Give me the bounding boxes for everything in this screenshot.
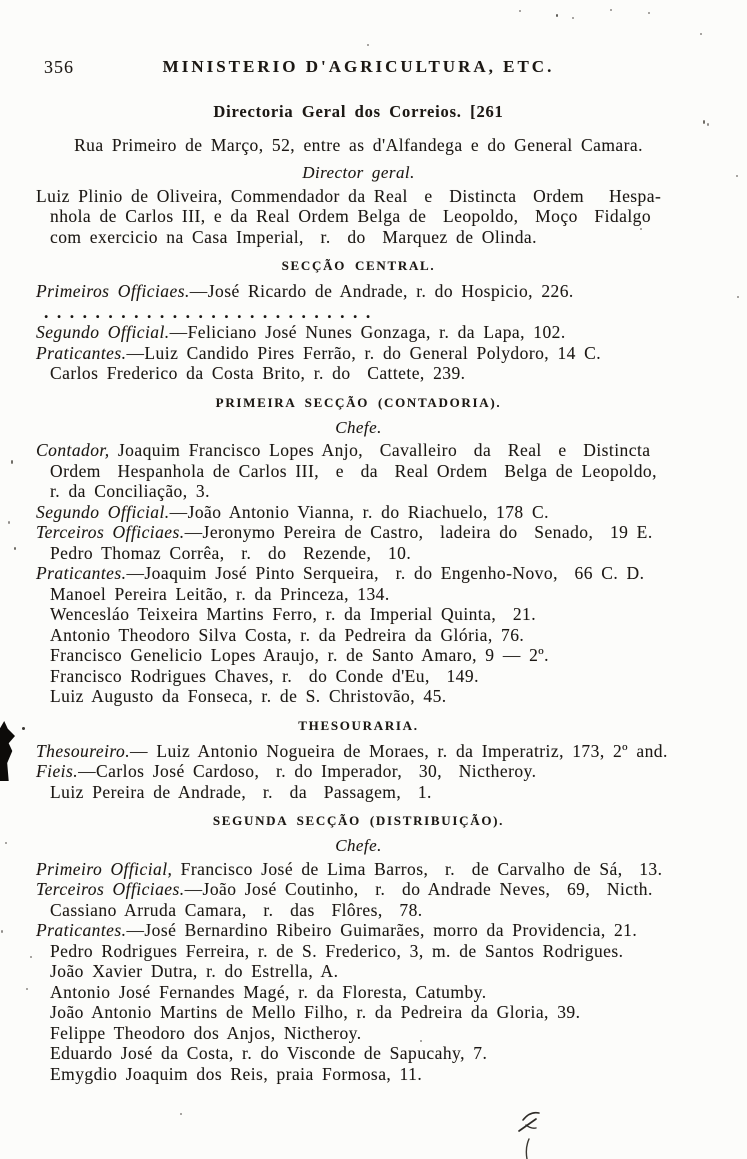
line-text: SEGUNDA SECÇÃO (DISTRIBUIÇÃO). [212, 813, 505, 828]
line-text: Director geral. [302, 163, 415, 182]
line-text: Francisco José de Lima Barros, r. de Carvalho de Sá, 13. [172, 858, 663, 879]
section-heading [36, 258, 681, 273]
line-text: Rua Primeiro de Março, 52, entre as d'Alfandega e do General Camara. [74, 134, 643, 155]
line-text: Luiz Plinio de Oliveira, Commendador da Real e Distincta Ordem Hespa- [36, 185, 662, 206]
italic-label: Thesoureiro. [36, 740, 131, 761]
italic-label: Primeiro Official, [36, 858, 173, 879]
paper-speck [736, 175, 738, 177]
italic-label: Terceiros Officiaes. [36, 522, 185, 542]
entry-line [36, 363, 707, 384]
entry-line [36, 782, 707, 803]
line-text: Pedro Thomaz Corrêa, r. do Rezende, 10. [50, 542, 412, 563]
italic-label: Segundo Official. [36, 322, 170, 342]
paper-speck [572, 17, 574, 19]
entry-line [36, 625, 707, 646]
italic-label: Fieis. [36, 761, 79, 781]
line-text: Directoria Geral dos Correios. [261 [213, 102, 504, 121]
entry-line [36, 1002, 707, 1023]
italic-label: Contador, [36, 440, 110, 460]
entry-line [36, 666, 707, 687]
entry-line [36, 186, 707, 207]
paper-speck [14, 547, 16, 550]
address-line [36, 135, 681, 156]
line-text: Chefe. [335, 836, 382, 855]
line-text: nhola de Carlos III, e da Real Ordem Belga de Leopoldo, Moço Fidalgo [50, 206, 652, 226]
entry-line [36, 961, 707, 982]
line-text: Felippe Theodoro dos Anjos, Nictheroy. [50, 1022, 362, 1043]
italic-label: Terceiros Officiaes. [36, 879, 185, 899]
entry-line [36, 920, 707, 941]
entry-line [36, 941, 707, 962]
line-text: Pedro Rodrigues Ferreira, r. de S. Frederico, 3, m. de Santos Rodrigues. [50, 940, 624, 961]
document-lines [0, 102, 747, 1084]
paper-speck [703, 120, 705, 124]
line-text: Antonio José Fernandes Magé, r. da Floresta, Catumby. [50, 981, 487, 1002]
line-text: Francisco Genelicio Lopes Araujo, r. de Santo Amaro, 9 — 2º. [50, 645, 550, 665]
entry-line [36, 322, 707, 343]
italic-label: Praticantes. [36, 342, 127, 363]
paper-speck [30, 956, 32, 958]
entry-line [36, 440, 707, 461]
role-heading [36, 418, 681, 439]
line-text: Chefe. [335, 417, 382, 437]
line-text: Luiz Pereira de Andrade, r. da Passagem, 1. [50, 781, 432, 802]
line-text: com exercicio na Casa Imperial, r. do Marquez de Olinda. [50, 226, 537, 247]
entry-line [36, 879, 707, 900]
paper-speck [610, 9, 612, 11]
entry-line [36, 584, 707, 605]
entry-line [36, 645, 707, 666]
entry-line [36, 1023, 707, 1044]
page-number: 356 [44, 57, 74, 77]
paper-speck [8, 521, 10, 524]
line-text: —João Antonio Vianna, r. do Riachuelo, 178 C. [169, 501, 549, 522]
pen-scribble [495, 1098, 575, 1159]
line-text: —José Ricardo de Andrade, r. do Hospicio, 226. [189, 281, 574, 301]
line-text: —Joaquim José Pinto Serqueira, r. do Engenho-Novo, 66 C. D. [126, 563, 645, 583]
entry-line [36, 1064, 707, 1085]
line-text: Wencesláo Teixeira Martins Ferro, r. da Imperial Quinta, 21. [50, 604, 537, 624]
section-heading [36, 813, 681, 828]
entry-line [36, 481, 707, 502]
paper-speck [180, 1113, 182, 1115]
line-text: SECÇÃO CENTRAL. [281, 258, 436, 273]
paper-speck [5, 842, 7, 844]
entry-line [36, 900, 707, 921]
line-text: —Jeronymo Pereira de Castro, ladeira do Senado, 19 E. [184, 522, 653, 542]
paper-speck [700, 33, 702, 35]
line-text: —Feliciano José Nunes Gonzaga, r. da Lapa, 102. [169, 322, 566, 342]
line-text: .......................... [44, 301, 379, 322]
entry-line [36, 741, 707, 762]
entry-line [36, 761, 707, 782]
entry-line [36, 502, 707, 523]
line-text: João Antonio Martins de Mello Filho, r. da Pedreira da Gloria, 39. [50, 1002, 581, 1022]
entry-line [36, 982, 707, 1003]
line-text: Antonio Theodoro Silva Costa, r. da Pedreira da Glória, 76. [50, 624, 525, 645]
entry-line [36, 522, 707, 543]
paper-speck [420, 1040, 422, 1042]
paper-speck [556, 14, 558, 17]
entry-line [36, 686, 707, 707]
line-text: THESOURARIA. [298, 717, 419, 733]
ellipsis-line [36, 302, 707, 323]
line-text: Ordem Hespanhola de Carlos III, e da Real Ordem Belga de Leopoldo, [50, 460, 657, 481]
section-heading [36, 395, 681, 410]
line-text: r. da Conciliação, 3. [50, 481, 210, 501]
entry-line [36, 563, 707, 584]
paper-speck [640, 228, 642, 230]
line-text: Eduardo José da Costa, r. do Visconde de Sapucahy, 7. [50, 1043, 488, 1063]
line-text: Joaquim Francisco Lopes Anjo, Cavalleiro da Real e Distincta [109, 440, 651, 460]
line-text: João Xavier Dutra, r. do Estrella, A. [50, 961, 339, 981]
paper-speck [648, 12, 650, 14]
paper-speck [22, 727, 25, 730]
entry-line [36, 543, 707, 564]
running-title: MINISTERIO D'AGRICULTURA, ETC. [162, 57, 555, 76]
role-heading [36, 163, 681, 184]
italic-label: Praticantes. [36, 920, 127, 940]
section-heading [36, 718, 681, 733]
line-text: Luiz Augusto da Fonseca, r. de S. Christovão, 45. [50, 686, 447, 706]
entry-line [36, 461, 707, 482]
line-text: — Luiz Antonio Nogueira de Moraes, r. da Imperatriz, 173, 2º and. [130, 740, 668, 761]
entry-line [36, 859, 707, 880]
line-text: PRIMEIRA SECÇÃO (CONTADORIA). [215, 394, 502, 410]
line-text: —Carlos José Cardoso, r. do Imperador, 30, Nictheroy. [78, 761, 537, 781]
italic-label: Primeiros Officiaes. [36, 281, 190, 301]
entry-line [36, 604, 707, 625]
entry-line [36, 206, 707, 227]
line-text: —João José Coutinho, r. do Andrade Neves, 69, Nicth. [184, 879, 653, 899]
line-text: Emygdio Joaquim dos Reis, praia Formosa, 11. [50, 1063, 423, 1084]
paper-speck [737, 296, 739, 298]
entry-line [36, 1043, 707, 1064]
paper-speck [707, 123, 709, 126]
paper-speck [367, 44, 369, 46]
entry-line [36, 343, 707, 364]
page-header [0, 0, 747, 81]
line-text: Francisco Rodrigues Chaves, r. do Conde d'Eu, 149. [50, 665, 479, 686]
line-text: —Luiz Candido Pires Ferrão, r. do General Polydoro, 14 C. [126, 342, 602, 363]
line-text: Manoel Pereira Leitão, r. da Princeza, 134. [50, 583, 390, 604]
role-heading [36, 836, 681, 857]
line-text: Carlos Frederico da Costa Brito, r. do Cattete, 239. [50, 363, 466, 383]
italic-label: Praticantes. [36, 563, 127, 583]
entry-line [36, 227, 707, 248]
paper-speck [519, 10, 521, 12]
line-text: —José Bernardino Ribeiro Guimarães, morro da Providencia, 21. [126, 920, 638, 940]
paper-speck [11, 460, 13, 464]
entry-line [36, 281, 707, 302]
line-text: Cassiano Arruda Camara, r. das Flôres, 78. [50, 899, 423, 920]
paper-speck [1, 930, 3, 933]
paper-speck [26, 988, 28, 990]
directorate-heading [36, 102, 681, 123]
italic-label: Segundo Official. [36, 501, 170, 522]
